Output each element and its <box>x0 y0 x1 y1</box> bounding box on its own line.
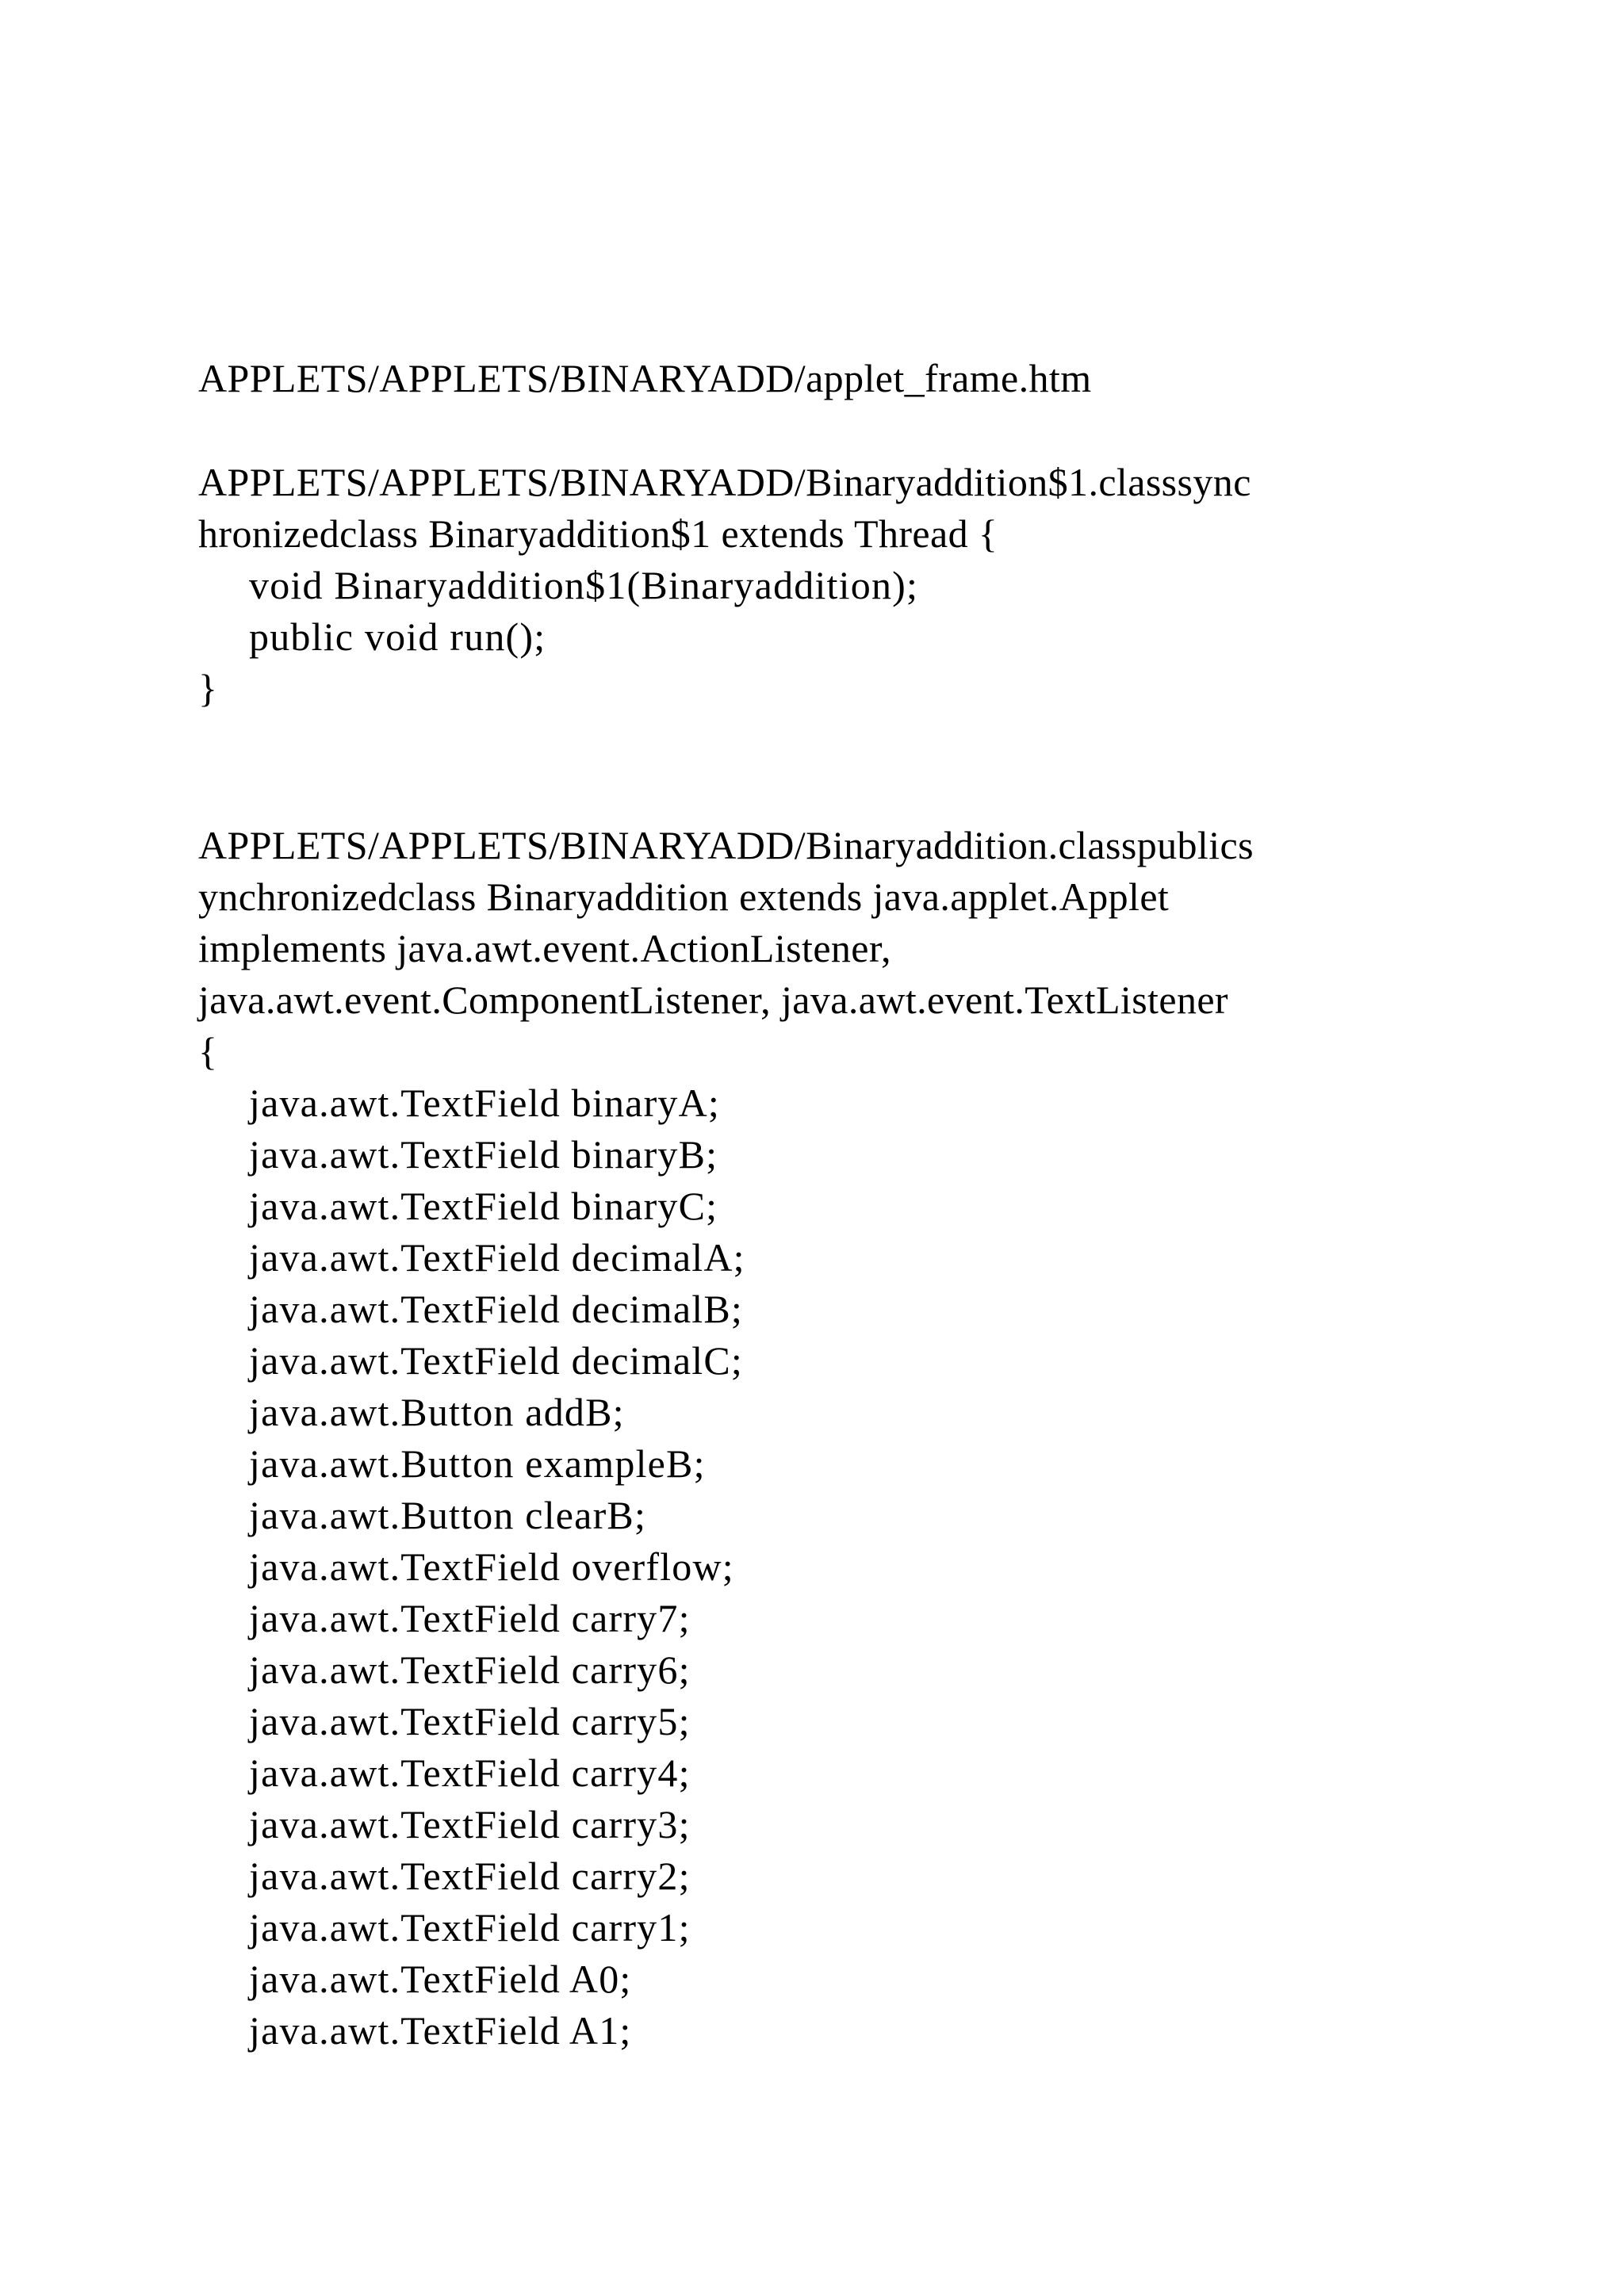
code-line: java.awt.TextField decimalA; <box>249 1235 745 1280</box>
code-line: public void run(); <box>249 614 546 659</box>
code-line: java.awt.TextField carry1; <box>249 1905 691 1950</box>
code-line: hronizedclass Binaryaddition$1 extends Thread { <box>198 511 998 556</box>
code-line: java.awt.TextField carry6; <box>249 1647 691 1692</box>
code-line: java.awt.TextField decimalB; <box>249 1287 743 1331</box>
code-line: { <box>198 1029 218 1073</box>
code-line: java.awt.TextField overflow; <box>249 1544 734 1589</box>
code-line: java.awt.TextField binaryA; <box>249 1081 721 1125</box>
code-line: void Binaryaddition$1(Binaryaddition); <box>249 563 919 607</box>
code-line: java.awt.TextField binaryC; <box>249 1184 718 1228</box>
code-line: java.awt.TextField carry5; <box>249 1699 691 1743</box>
file-path-line: APPLETS/APPLETS/BINARYADD/applet_frame.htm <box>198 356 1092 400</box>
file-path-line: APPLETS/APPLETS/BINARYADD/Binaryaddition.classpublics <box>198 823 1254 867</box>
code-line: java.awt.TextField carry4; <box>249 1751 691 1795</box>
code-line: } <box>198 666 218 710</box>
code-line: implements java.awt.event.ActionListener, <box>198 926 891 970</box>
code-line: java.awt.TextField carry3; <box>249 1802 691 1846</box>
code-line: java.awt.TextField decimalC; <box>249 1338 743 1383</box>
code-line: java.awt.Button exampleB; <box>249 1441 706 1486</box>
code-line: ynchronizedclass Binaryaddition extends java.applet.Applet <box>198 874 1170 919</box>
code-line: java.awt.TextField A0; <box>249 1957 632 2001</box>
code-line: java.awt.TextField carry2; <box>249 1854 691 1898</box>
code-line: java.awt.TextField A1; <box>249 2008 632 2053</box>
code-line: java.awt.event.ComponentListener, java.awt.event.TextListener <box>198 978 1228 1022</box>
code-line: java.awt.TextField carry7; <box>249 1596 691 1640</box>
code-line: java.awt.Button clearB; <box>249 1493 647 1537</box>
code-line: java.awt.Button addB; <box>249 1390 625 1434</box>
code-line: java.awt.TextField binaryB; <box>249 1132 718 1177</box>
file-path-line: APPLETS/APPLETS/BINARYADD/Binaryaddition$1.classsync <box>198 460 1251 504</box>
